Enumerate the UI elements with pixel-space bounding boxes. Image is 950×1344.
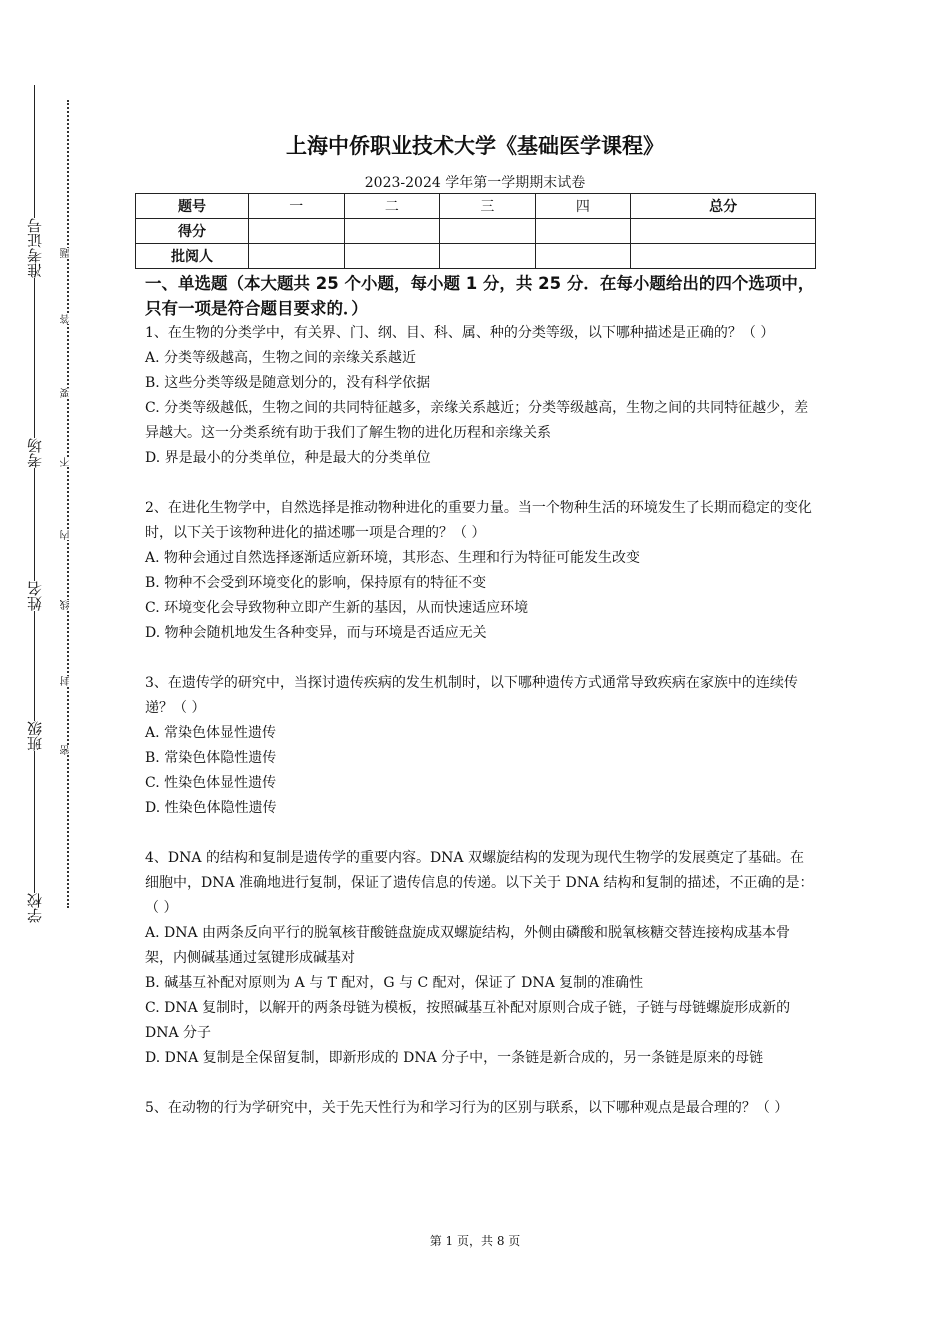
seal-char: 答 [60,314,76,324]
option-b: B. 这些分类等级是随意划分的，没有科学依据 [145,375,431,391]
fill-line [34,751,35,893]
question-3 [145,671,817,821]
question-4 [145,846,817,1071]
option-b: B. 物种不会受到环境变化的影响，保持原有的特征不变 [145,575,487,591]
table-header-cell: 一 [249,194,345,219]
score-cell[interactable] [631,219,816,244]
section-heading: 一、单选题（本大题共 25 个小题，每小题 1 分，共 25 分．在每小题给出的四个选项中，只有一项是符合题目要求的．） [145,274,815,318]
score-cell[interactable] [535,244,631,269]
score-cell[interactable] [631,244,816,269]
score-cell[interactable] [440,244,536,269]
table-header-cell: 三 [440,194,536,219]
question-stem: 3、在遗传学的研究中，当探讨遗传疾病的发生机制时，以下哪种遗传方式通常导致疾病在家族中的连续传递？（ ） [145,675,798,716]
table-row [136,244,816,269]
field-label: 考场 [25,438,44,468]
score-cell[interactable] [440,219,536,244]
question-1 [145,321,817,471]
seal-char: 封 [60,676,76,686]
field-class [24,611,44,751]
row-label: 批阅人 [136,244,249,269]
exam-subtitle: 2023-2024 学年第一学期期末试卷 [364,175,586,191]
question-5 [145,1096,817,1121]
question-list [145,321,817,1146]
question-stem: 2、在进化生物学中，自然选择是推动物种进化的重要力量。当一个物种生活的环境发生了长期而稳定的变化时，以下关于该物种进化的描述哪一项是合理的？（ ） [145,500,812,541]
question-stem: 1、在生物的分类学中，有关界、门、纲、目、科、属、种的分类等级，以下哪种描述是正确的？（ ） [145,325,775,341]
seal-char: 要 [60,388,76,398]
score-cell[interactable] [344,244,440,269]
option-c: C. 分类等级越低，生物之间的共同特征越多，亲缘关系越近；分类等级越高，生物之间的共同特征越少，差异越大。这一分类系统有助于我们了解生物的进化历程和亲缘关系 [145,400,809,441]
option-b: B. 常染色体隐性遗传 [145,750,277,766]
seal-char: 密 [60,745,76,755]
option-c: C. DNA 复制时，以解开的两条母链为模板，按照碱基互补配对原则合成子链，子链与母链螺旋形成新的 DNA 分子 [145,1000,791,1041]
field-school [24,751,44,923]
exam-title: 上海中侨职业技术大学《基础医学课程》 [286,134,664,158]
table-header-cell: 总分 [631,194,816,219]
option-c: C. 性染色体显性遗传 [145,775,277,791]
option-d: D. DNA 复制是全保留复制，即新形成的 DNA 分子中，一条链是新合成的，另一条链是原来的母链 [145,1050,764,1066]
seal-char: 题 [60,248,76,258]
option-d: D. 物种会随机地发生各种变异，而与环境是否适应无关 [145,625,487,641]
option-a: A. 物种会通过自然选择逐渐适应新环境，其形态、生理和行为特征可能发生改变 [145,550,641,566]
option-d: D. 性染色体隐性遗传 [145,800,277,816]
score-cell[interactable] [249,244,345,269]
table-header-row [136,194,816,219]
seal-char: 内 [60,530,76,540]
field-exam-room [24,278,44,468]
score-table [135,193,816,269]
option-a: A. 分类等级越高，生物之间的亲缘关系越近 [145,350,417,366]
fill-line [34,278,35,438]
field-label: 学校 [25,893,44,923]
page-number: 第 1 页，共 8 页 [429,1234,521,1248]
option-a: A. DNA 由两条反向平行的脱氧核苷酸链盘旋成双螺旋结构，外侧由磷酸和脱氧核糖交替连接构成基本骨架，内侧碱基通过氢键形成碱基对 [145,925,791,966]
field-label: 姓名 [25,581,44,611]
option-b: B. 碱基互补配对原则为 A 与 T 配对，G 与 C 配对，保证了 DNA 复制的准确性 [145,975,644,991]
question-stem: 5、在动物的行为学研究中，关于先天性行为和学习行为的区别与联系，以下哪种观点是最合理的？（ ） [145,1100,789,1116]
question-stem: 4、DNA 的结构和复制是遗传学的重要内容。DNA 双螺旋结构的发现为现代生物学的发展奠定了基础。在细胞中，DNA 准确地进行复制，保证了遗传信息的传递。以下关于 DNA 结构和复制的描述，不正确的是：（ ） [145,850,814,916]
row-label: 得分 [136,219,249,244]
fill-line [34,468,35,581]
seal-char: 线 [60,600,76,610]
option-d: D. 界是最小的分类单位，种是最大的分类单位 [145,450,431,466]
seal-char: 不 [60,457,76,467]
score-cell[interactable] [249,219,345,244]
question-2 [145,496,817,646]
score-cell[interactable] [344,219,440,244]
table-header-cell: 题号 [136,194,249,219]
field-name [24,468,44,611]
fill-line [34,611,35,721]
table-row [136,219,816,244]
seal-text [60,100,76,908]
table-header-cell: 二 [344,194,440,219]
option-c: C. 环境变化会导致物种立即产生新的基因，从而快速适应环境 [145,600,529,616]
score-cell[interactable] [535,219,631,244]
field-label: 班级 [25,721,44,751]
field-label: 准考证号 [25,218,44,278]
table-header-cell: 四 [535,194,631,219]
option-a: A. 常染色体显性遗传 [145,725,277,741]
